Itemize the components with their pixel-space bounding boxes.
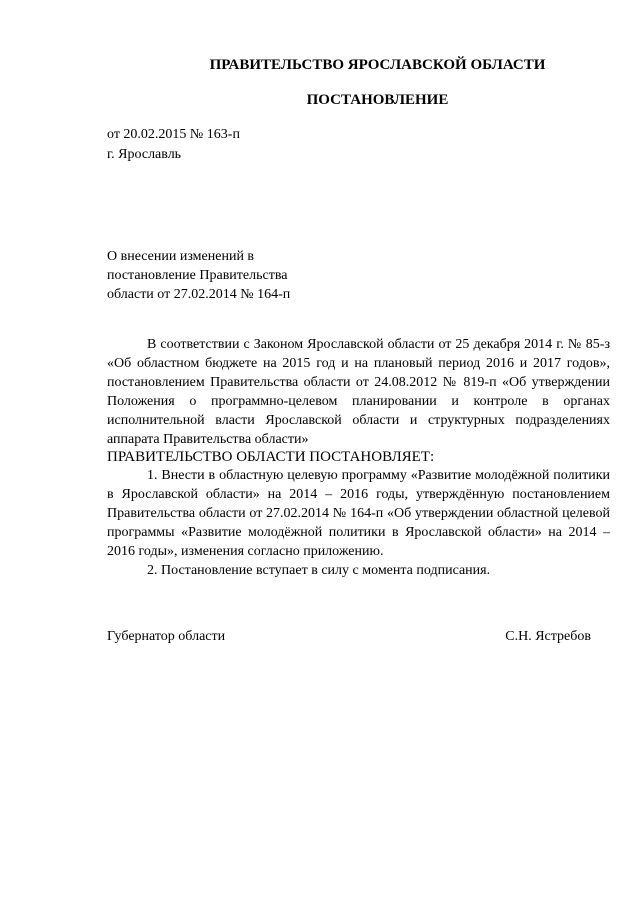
date-number: от 20.02.2015 № 163-п <box>107 127 240 142</box>
decree-heading: ПРАВИТЕЛЬСТВО ОБЛАСТИ ПОСТАНОВЛЯЕТ: <box>107 449 435 465</box>
document-meta <box>107 125 240 165</box>
signatory-name: С.Н. Ястребов <box>505 629 591 644</box>
subject-line-3: области от 27.02.2014 № 164-п <box>107 287 291 302</box>
preamble-paragraph: В соответствии с Законом Ярославской области от 25 декабря 2014 г. № 85-з «Об областном бюджете на 2015 год и на плановый период 2016 и 2017 годов», постановлением Правительства области от 24.08.2012 № 819-п «Об утверждении Положения о программно-целевом планировании и контроле в органах исполнительной власти Ярославской области и структурных подразделениях аппарата Правительства области» <box>107 337 610 447</box>
subject-line-1: О внесении изменений в <box>107 249 255 264</box>
document-body <box>107 335 610 580</box>
item-1-paragraph: 1. Внести в областную целевую программу «Развитие молодёжной политики в Ярославской области» на 2014 – 2016 годы, утверждённую постановлением Правительства области от 27.02.2014 № 164-п «Об утверждении областной целевой программы «Развитие молодёжной политики в Ярославской области» на 2014 – 2016 годы», изменения согласно приложению. <box>107 468 610 559</box>
document-type-title: ПОСТАНОВЛЕНИЕ <box>306 92 449 108</box>
subject-line-2: постановление Правительства <box>107 268 288 283</box>
city: г. Ярославль <box>107 147 182 162</box>
government-title: ПРАВИТЕЛЬСТВО ЯРОСЛАВСКОЙ ОБЛАСТИ <box>209 57 546 73</box>
signature-block <box>107 627 591 646</box>
item-2-paragraph: 2. Постановление вступает в силу с момента подписания. <box>147 563 491 578</box>
signatory-position: Губернатор области <box>107 629 226 644</box>
document-subject <box>107 247 290 304</box>
